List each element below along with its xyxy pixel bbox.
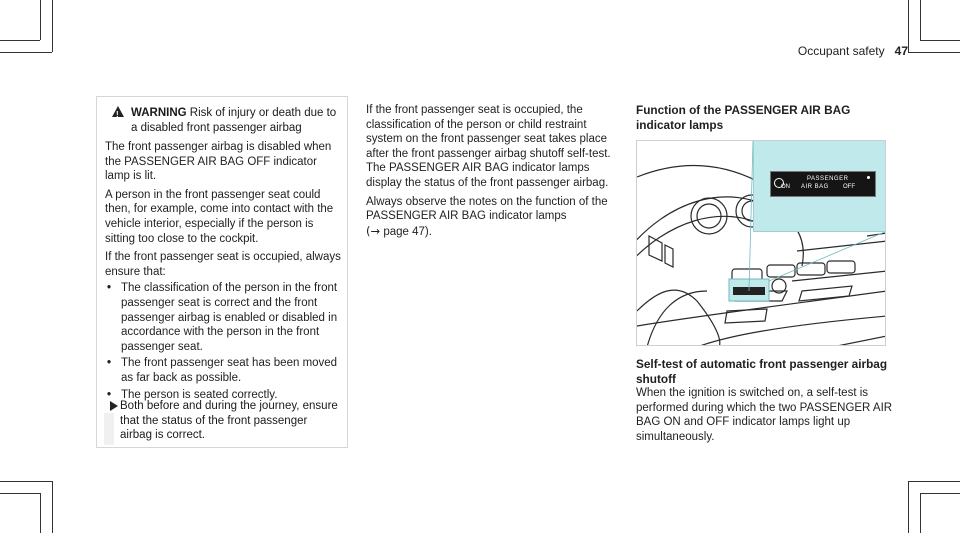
warning-paragraph: The front passenger airbag is disabled when the PASSENGER AIR BAG OFF indicator lamp is lit.: [105, 141, 332, 183]
crop-mark: [40, 493, 41, 533]
warning-subtitle: a disabled front passenger airbag: [131, 122, 302, 134]
crop-mark: [920, 40, 960, 41]
warning-heading: [112, 105, 344, 136]
note-bar: [104, 413, 114, 445]
crop-mark: [920, 493, 921, 533]
page-reference-link[interactable]: page 47).: [383, 225, 432, 238]
crop-mark: [908, 52, 960, 53]
warning-title: Risk of injury or death due to: [189, 107, 337, 119]
panel-on-label: ON: [781, 184, 790, 190]
indicator-inset: [753, 141, 886, 232]
list-item: • The person is seated correctly.: [105, 388, 343, 403]
crop-mark: [0, 481, 52, 482]
panel-label-line1: PASSENGER: [807, 176, 849, 182]
warning-label: WARNING: [131, 107, 187, 119]
page-number: 47: [894, 44, 908, 58]
reference-arrow: (→: [366, 223, 381, 238]
crop-mark: [52, 0, 53, 52]
indicator-dot-icon: [867, 176, 870, 179]
crop-mark: [920, 493, 960, 494]
crop-mark: [908, 481, 960, 482]
right-column-bottom: [636, 357, 898, 449]
warning-note: [104, 399, 342, 443]
warning-body: [105, 140, 343, 405]
dashboard-illustration: [636, 140, 886, 346]
crop-mark: [908, 481, 909, 533]
warning-icon: [112, 106, 124, 117]
crop-mark: [0, 40, 40, 41]
section-title: Occupant safety: [797, 44, 885, 58]
crop-mark: [908, 0, 909, 52]
warning-paragraph: If the front passenger seat is occupied, always ensure that:: [105, 251, 341, 278]
right-column-top: [636, 103, 898, 132]
right-paragraph: When the ignition is switched on, a self-test is performed during which the two PASSENGER AIR BAG ON and OFF indicator lamps light up simultaneously.: [636, 387, 893, 443]
middle-column: [366, 103, 618, 239]
list-item: • The classification of the person in the front passenger seat is correct and the front passenger airbag is enabled or disabled in accordance with the person in the front passenger seat.: [105, 281, 343, 354]
section-heading: Self-test of automatic front passenger airbag shutoff: [636, 357, 888, 386]
page-header: [798, 44, 908, 58]
warning-bullet-list: [105, 281, 343, 402]
crop-mark: [920, 0, 921, 40]
panel-off-label: OFF: [843, 184, 855, 190]
crop-mark: [0, 493, 40, 494]
crop-mark: [0, 52, 52, 53]
warning-paragraph: A person in the front passenger seat could then, for example, come into contact with the vehicle interior, especially if the person is sitting too close to the cockpit.: [105, 188, 334, 245]
panel-label-line2: AIR BAG: [801, 184, 829, 190]
middle-paragraph: If the front passenger seat is occupied, the classification of the person or child restraint system on the front passenger seat takes place after the front passenger airbag shutoff self-test. The PASSENGER AIR BAG indicator lamps display the status of the front passenger airbag.: [366, 104, 611, 189]
crop-mark: [40, 0, 41, 40]
note-text: Both before and during the journey, ensure that the status of the front passenger airbag is correct.: [120, 400, 338, 442]
middle-paragraph: Always observe the notes on the function of the PASSENGER AIR BAG indicator lamps: [366, 195, 608, 223]
list-item: • The front passenger seat has been moved as far back as possible.: [105, 356, 343, 385]
passenger-airbag-indicator-panel: [770, 171, 876, 197]
arrow-right-icon: [110, 401, 118, 411]
section-heading: Function of the PASSENGER AIR BAG indicator lamps: [636, 103, 851, 132]
crop-mark: [52, 481, 53, 533]
